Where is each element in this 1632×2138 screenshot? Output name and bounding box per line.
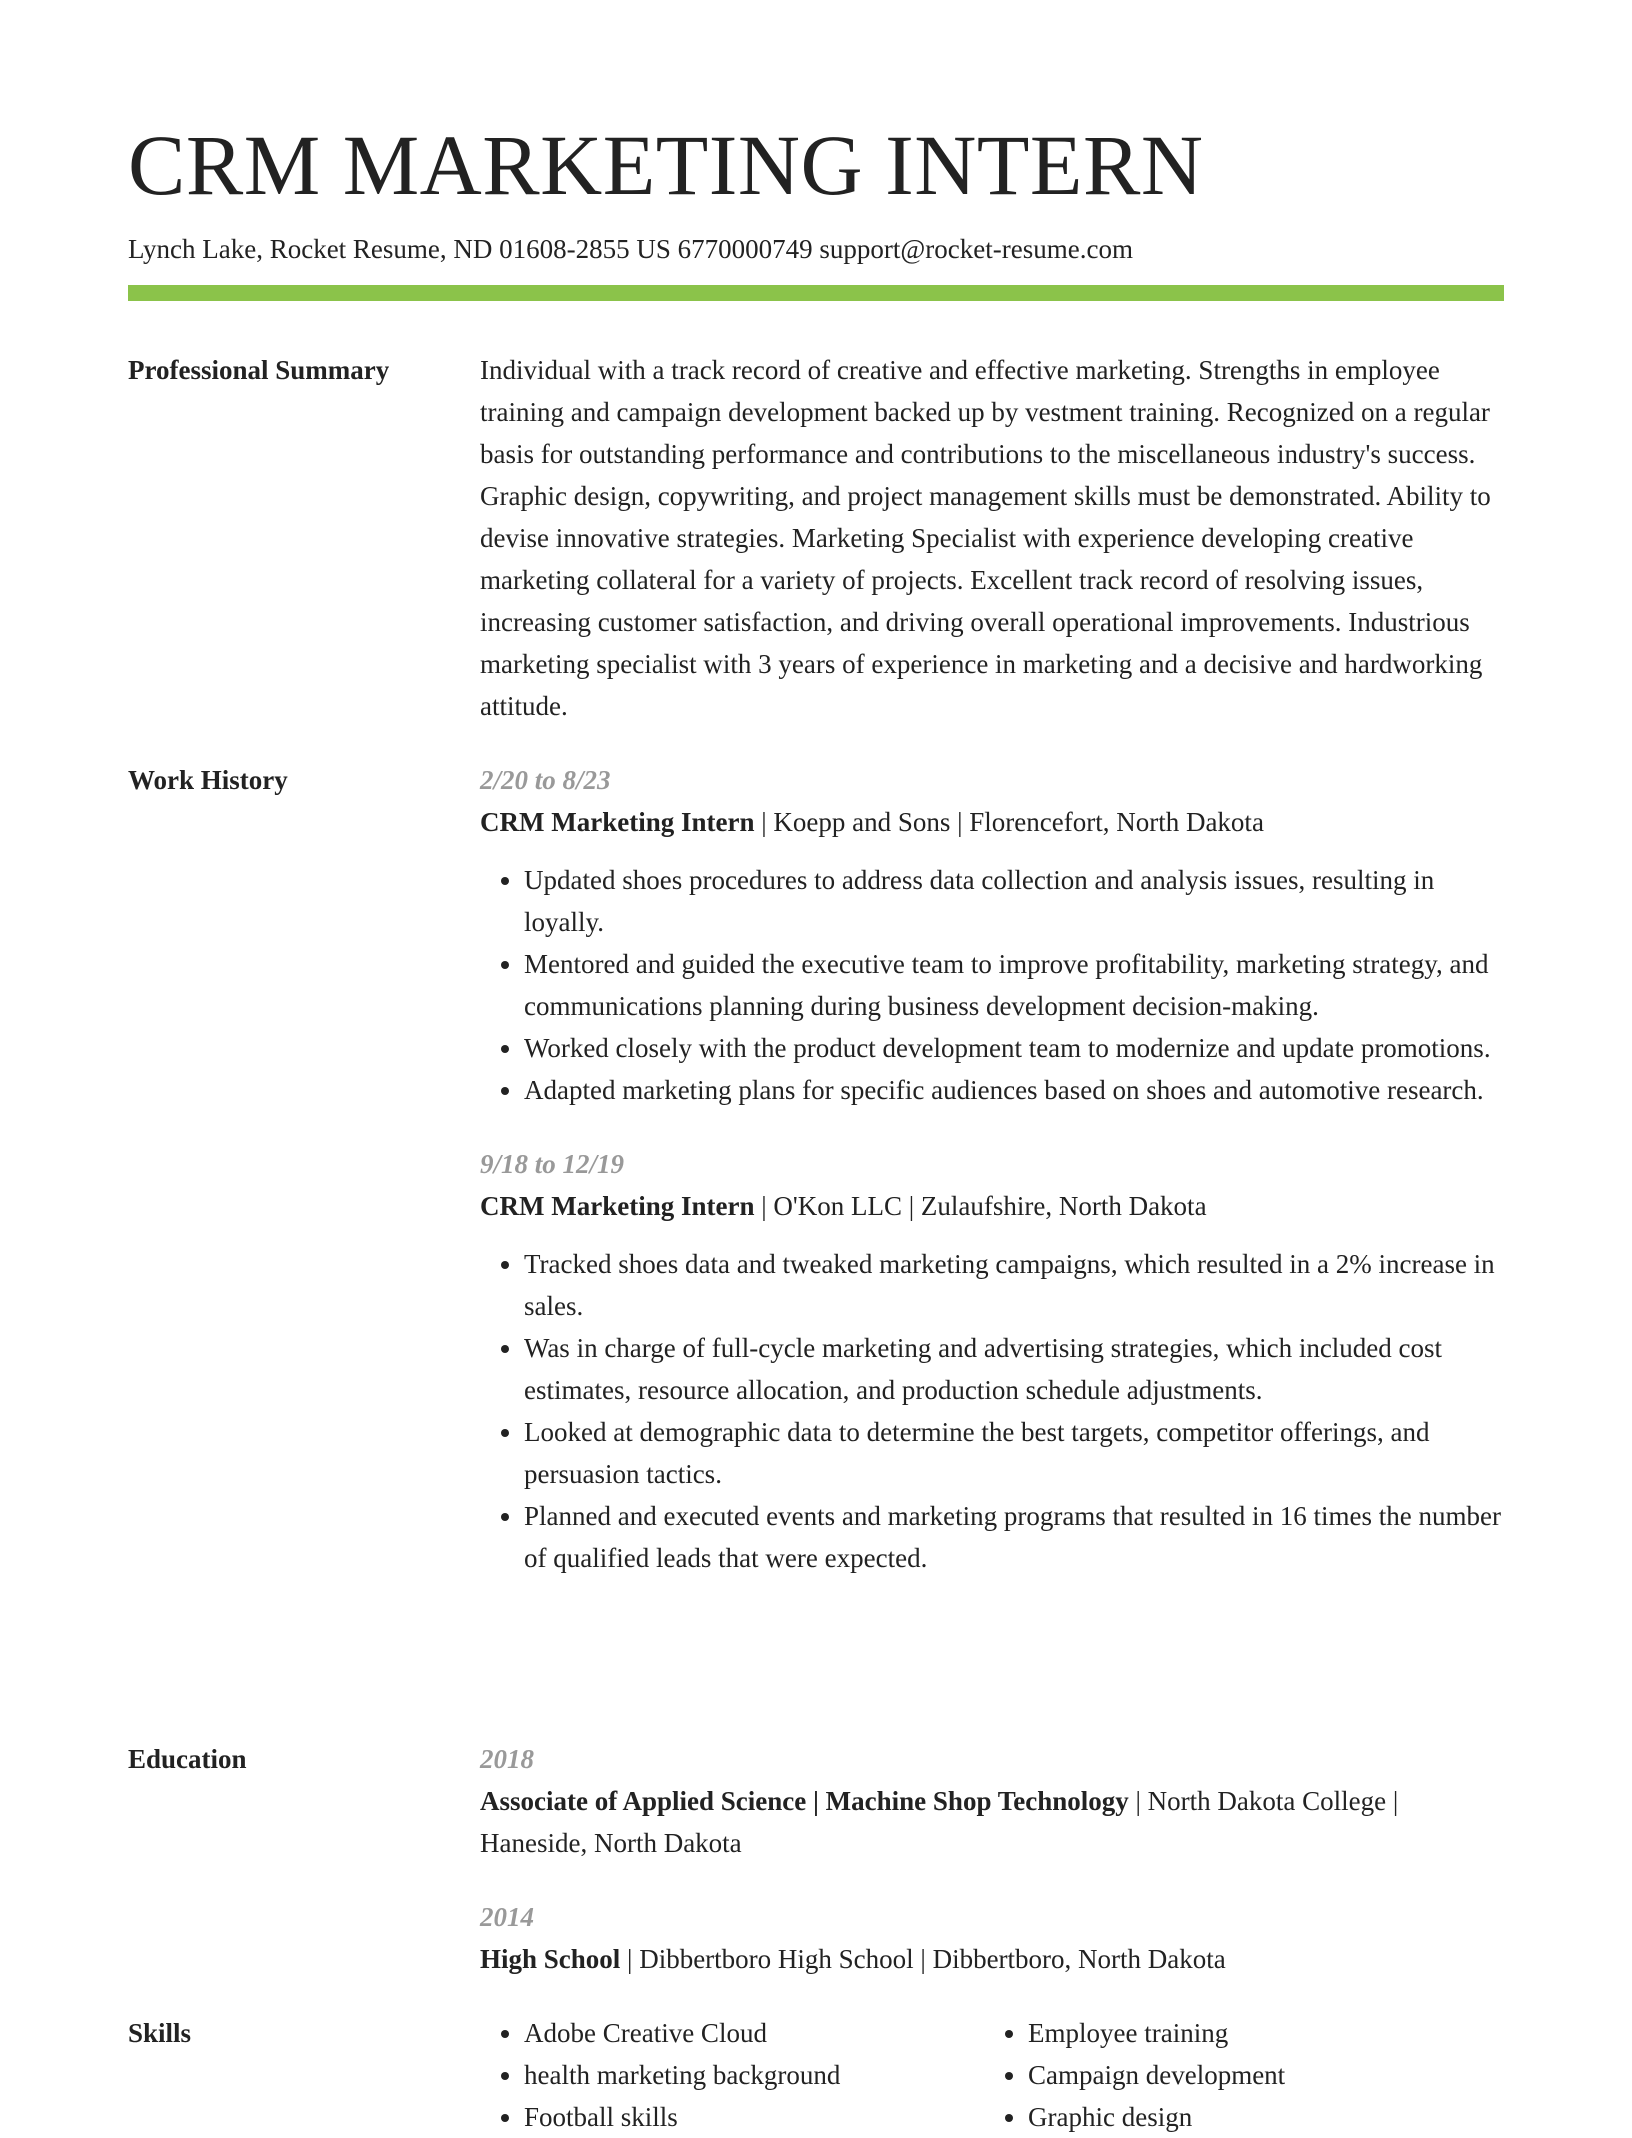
education-year: 2018 [480, 1744, 534, 1774]
work-history-label: Work History [128, 765, 288, 795]
skills-list-left [480, 2012, 984, 2138]
skills-label: Skills [128, 2018, 192, 2048]
education-details: | Dibbertboro High School | Dibbertboro, North Dakota [620, 1944, 1226, 1974]
contact-phone: 6770000749 [677, 234, 813, 264]
job-entry [480, 1143, 1504, 1579]
job-heading [480, 801, 1504, 843]
job-bullet: • Worked closely with the product development team to modernize and update promotions. [524, 1027, 1504, 1069]
education-degree: Associate of Applied Science | Machine Shop Technology [480, 1786, 1129, 1816]
education-heading [480, 1938, 1504, 1980]
job-bullet: • Mentored and guided the executive team to improve profitability, marketing strategy, and communications planning during business development decision-making. [524, 943, 1504, 1027]
education-heading [480, 1780, 1504, 1864]
summary-label: Professional Summary [128, 355, 390, 385]
contact-line [128, 230, 1133, 268]
contact-address: Lynch Lake, Rocket Resume, ND 01608-2855 US [128, 234, 671, 264]
job-bullet: • Adapted marketing plans for specific audiences based on shoes and automotive research. [524, 1069, 1504, 1111]
job-bullet: • Planned and executed events and marketing programs that resulted in 16 times the number of qualified leads that were expected. [524, 1495, 1504, 1579]
job-dates: 2/20 to 8/23 [480, 765, 611, 795]
skills-list-right [984, 2012, 1488, 2138]
job-bullet: • Looked at demographic data to determine the best targets, competitor offerings, and persuasion tactics. [524, 1411, 1504, 1495]
education-entry [480, 1738, 1504, 1864]
skills-columns [480, 2012, 1504, 2138]
education-label: Education [128, 1744, 247, 1774]
contact-email: support@rocket-resume.com [819, 234, 1133, 264]
skill-item: • Employee training [1028, 2012, 1488, 2054]
education-details: | North Dakota College | Haneside, North Dakota [480, 1786, 1399, 1858]
job-bullets [480, 1243, 1504, 1579]
skill-item: • Campaign development [1028, 2054, 1488, 2096]
education-entry [480, 1896, 1504, 1980]
job-heading [480, 1185, 1504, 1227]
summary-text: Individual with a track record of creative and effective marketing. Strengths in employee training and campaign development backed up by vestment training. Recognized on a regular basis for outstanding performance and contributions to the miscellaneous industry's success. Graphic design, copywriting, and project management skills must be demonstrated. Ability to devise innovative strategies. Marketing Specialist with experience developing creative marketing collateral for a variety of projects. Excellent track record of resolving issues, increasing customer satisfaction, and driving overall operational improvements. Industrious marketing specialist with 3 years of experience in marketing and a decisive and hardworking attitude. [480, 355, 1491, 721]
job-details: | O'Kon LLC | Zulaufshire, North Dakota [754, 1191, 1207, 1221]
resume-title: CRM MARKETING INTERN [128, 117, 1204, 213]
skills-body [480, 2012, 1504, 2138]
skill-item: • Graphic design [1028, 2096, 1488, 2138]
education-year: 2014 [480, 1902, 534, 1932]
job-title: CRM Marketing Intern [480, 1191, 755, 1221]
education-body [480, 1738, 1504, 2012]
job-bullet: • Updated shoes procedures to address data collection and analysis issues, resulting in loyally. [524, 859, 1504, 943]
header-divider [128, 285, 1504, 301]
skill-item: • Football skills [524, 2096, 984, 2138]
job-bullet: • Was in charge of full-cycle marketing and advertising strategies, which included cost estimates, resource allocation, and production schedule adjustments. [524, 1327, 1504, 1411]
job-details: | Koepp and Sons | Florencefort, North Dakota [754, 807, 1264, 837]
job-bullets [480, 859, 1504, 1111]
summary-body [480, 349, 1504, 727]
skill-item: • health marketing background [524, 2054, 984, 2096]
skill-item: • Adobe Creative Cloud [524, 2012, 984, 2054]
education-degree: High School [480, 1944, 621, 1974]
work-history-body [480, 759, 1504, 1611]
job-dates: 9/18 to 12/19 [480, 1149, 625, 1179]
job-bullet: • Tracked shoes data and tweaked marketing campaigns, which resulted in a 2% increase in sales. [524, 1243, 1504, 1327]
job-entry [480, 759, 1504, 1111]
job-title: CRM Marketing Intern [480, 807, 755, 837]
